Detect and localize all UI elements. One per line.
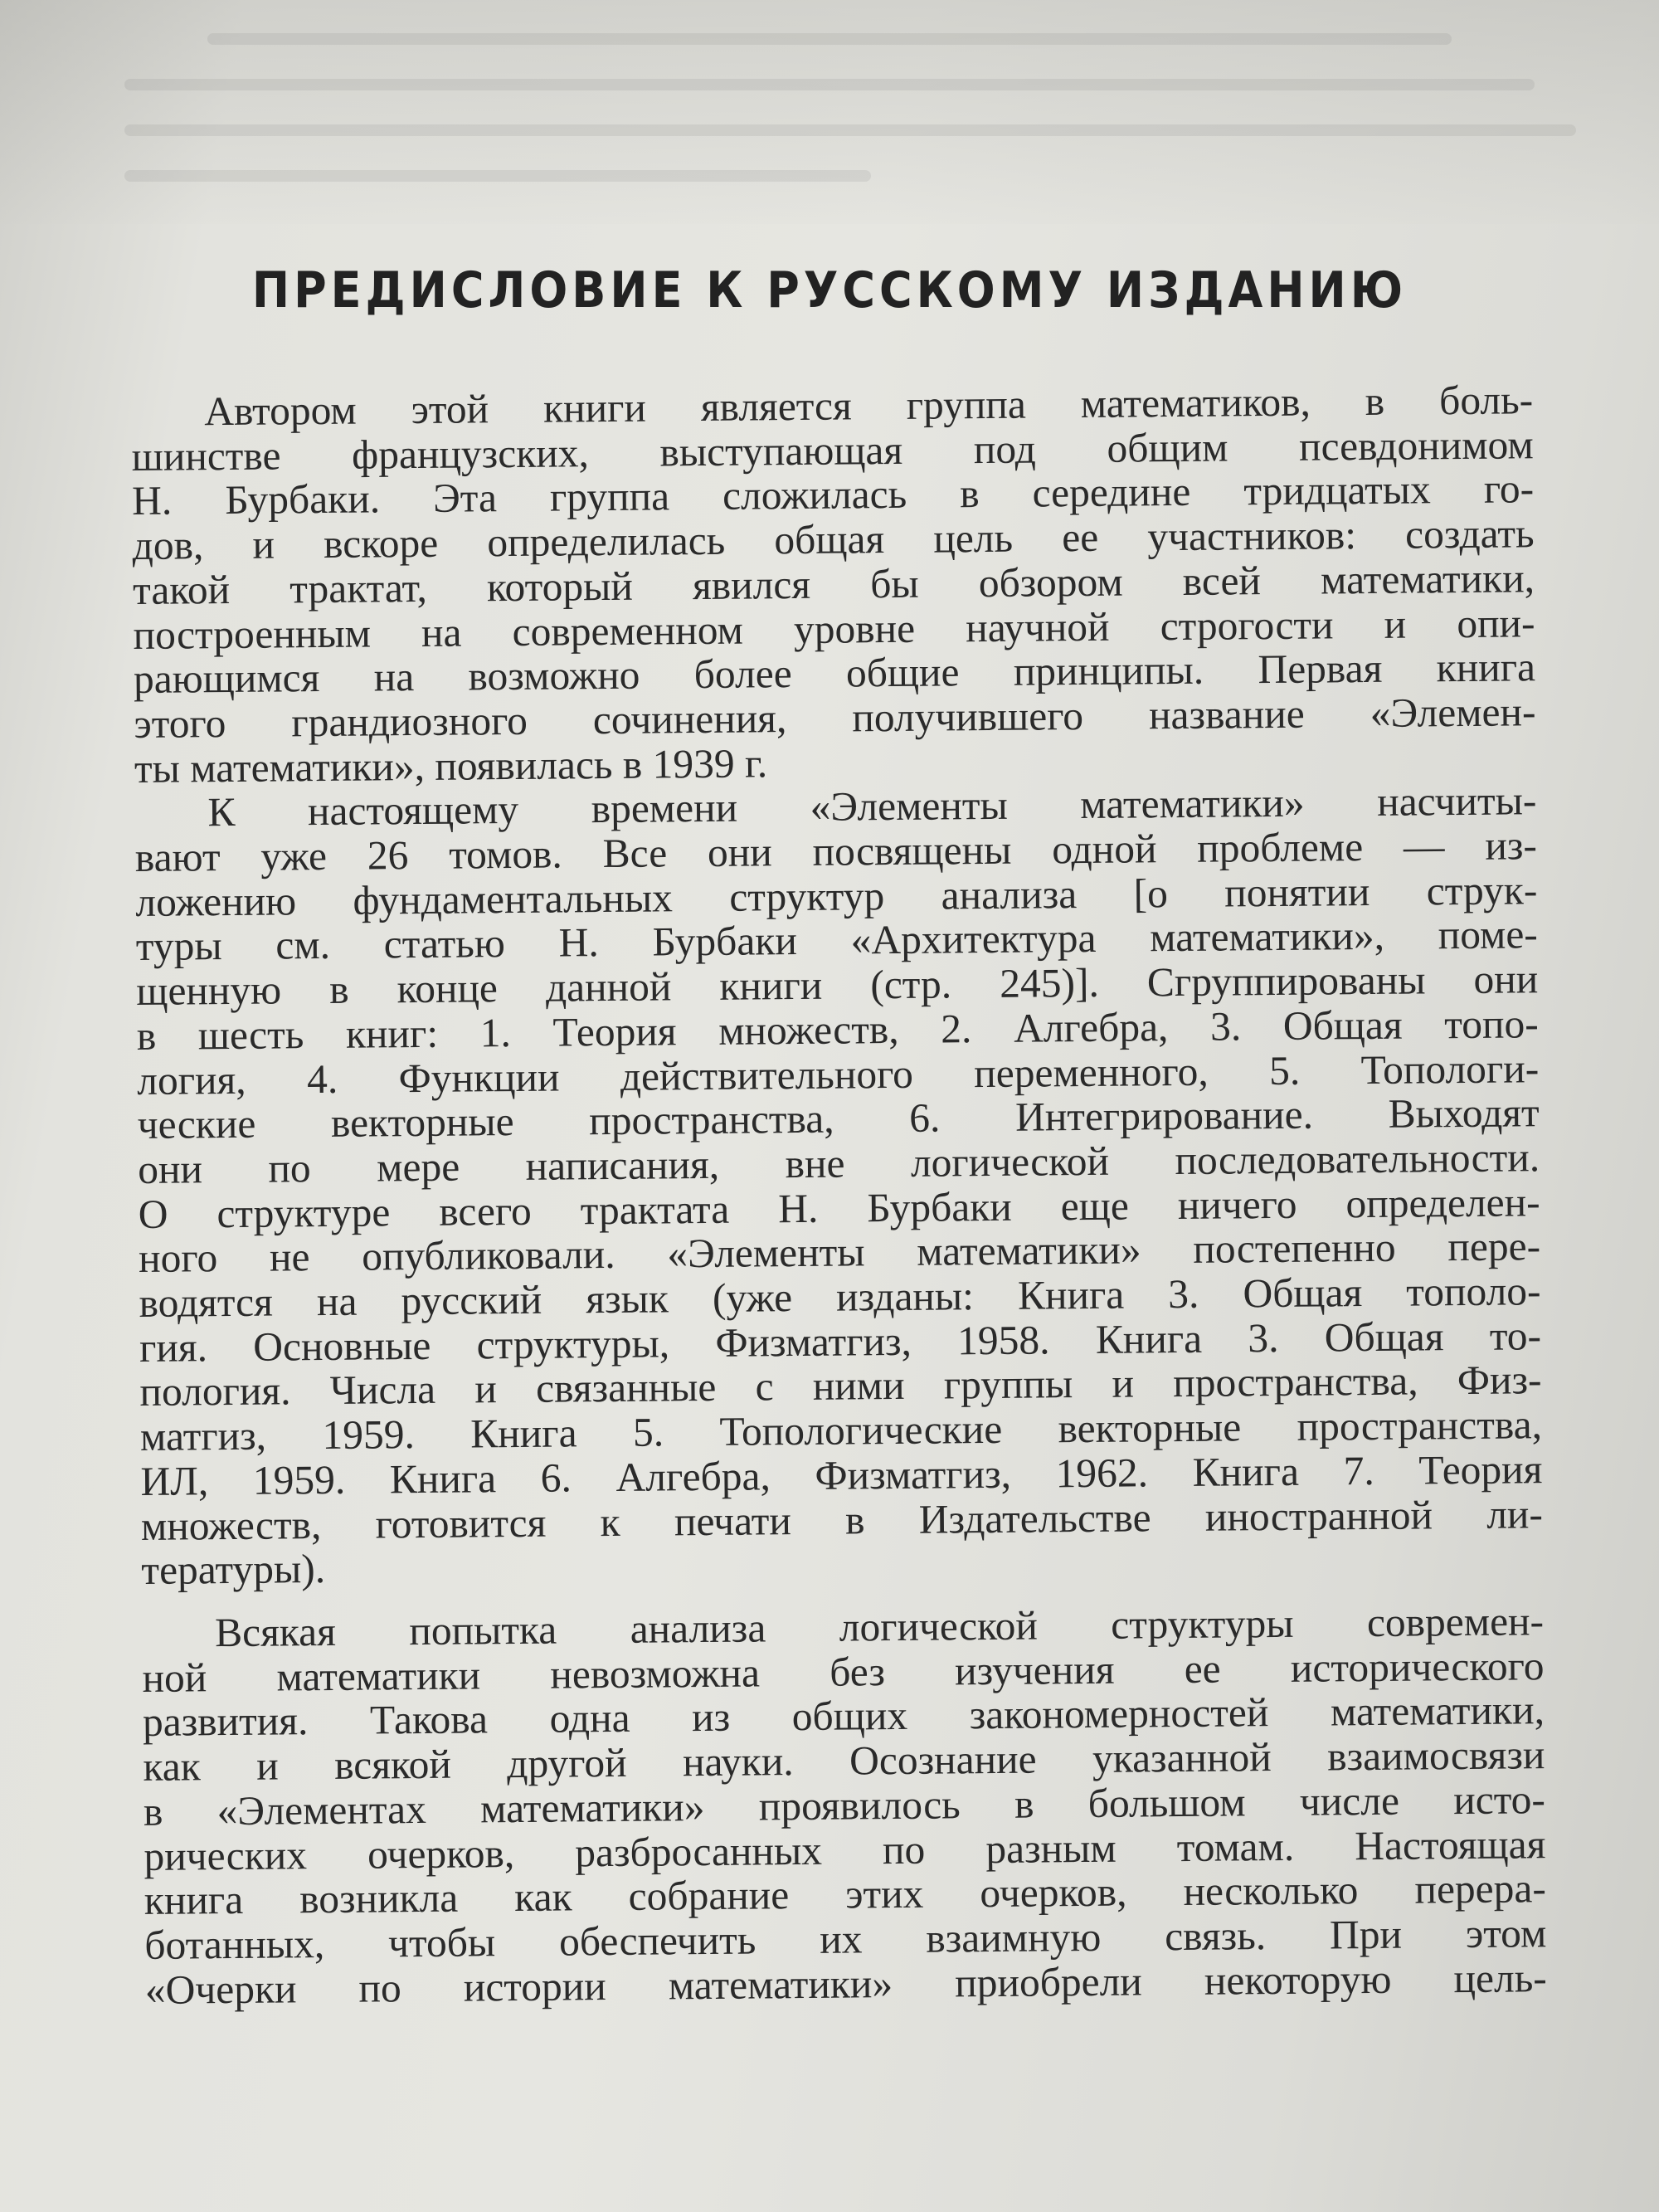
text-line: книга возникла как собрание этих очерков, несколько перера-: [144, 1865, 1547, 1924]
text-line: Автором этой книги является группа математиков, в боль-: [203, 377, 1534, 435]
text-line: К настоящему времени «Элементы математики» насчиты-: [207, 777, 1537, 836]
text-line: О структуре всего трактата Н. Бурбаки еще ничего определен-: [138, 1178, 1540, 1237]
paragraph-2: [134, 779, 1543, 1593]
text-line: развития. Такова одна из общих закономерностей математики,: [142, 1687, 1545, 1746]
text-line: Н. Бурбаки. Эта группа сложилась в середине тридцатых го-: [131, 465, 1535, 524]
text-line: этого грандиозного сочинения, получившего название «Элемен-: [134, 689, 1536, 747]
text-line: как и всякой другой науки. Осознание указанной взаимосвязи: [143, 1732, 1545, 1791]
text-line: туры см. статью Н. Бурбаки «Архитектура математики», поме-: [135, 911, 1539, 970]
text-line: водятся на русский язык (уже изданы: Книга 3. Общая тополо-: [139, 1268, 1541, 1327]
text-line: пология. Числа и связанные с ними группы и пространства, Физ-: [139, 1357, 1542, 1415]
body-text: [131, 378, 1547, 2012]
text-line: ты математики», появилась в 1939 г.: [134, 739, 768, 792]
text-line: в шесть книг: 1. Теория множеств, 2. Алгебра, 3. Общая топо-: [136, 1001, 1539, 1059]
text-line: ческие векторные пространства, 6. Интегрирование. Выходят: [137, 1089, 1540, 1148]
text-line: «Очерки по истории математики» приобрели некоторую цель-: [144, 1954, 1548, 2013]
page-title: ПРЕДИСЛОВИЕ К РУССКОМУ ИЗДАНИЮ: [251, 261, 1408, 319]
text-line: Всякая попытка анализа логической структуры современ-: [214, 1598, 1545, 1656]
text-line: тературы).: [141, 1546, 326, 1594]
text-line: вают уже 26 томов. Все они посвящены одной проблеме — из-: [134, 822, 1538, 881]
text-line: ного не опубликовали. «Элементы математики» постепенно пере-: [138, 1223, 1541, 1282]
text-line: ботанных, чтобы обеспечить их взаимную связь. При этом: [144, 1910, 1547, 1968]
text-line: построенным на современном уровне научной строгости и опи-: [133, 599, 1535, 658]
text-line: шинстве французских, выступающая под общим псевдонимом: [131, 421, 1534, 480]
text-line: ИЛ, 1959. Книга 6. Алгебра, Физматгиз, 1962. Книга 7. Теория: [140, 1446, 1543, 1504]
text-line: гия. Основные структуры, Физматгиз, 1958. Книга 3. Общая то-: [139, 1312, 1542, 1371]
paragraph-1: [131, 378, 1536, 791]
text-line: такой трактат, который явился бы обзором всей математики,: [132, 555, 1535, 613]
text-line: они по мере написания, вне логической последовательности.: [137, 1134, 1540, 1192]
text-line: множеств, готовится к печати в Издательстве иностранной ли-: [140, 1490, 1544, 1549]
show-through-text: [0, 0, 1659, 224]
text-line: в «Элементах математики» проявилось в большом числе исто-: [143, 1776, 1546, 1834]
text-line: дов, и вскоре определилась общая цель ее участников: создать: [132, 510, 1535, 569]
paragraph-3: [142, 1599, 1547, 2012]
text-line: щенную в конце данной книги (стр. 245)]. Сгруппированы они: [136, 956, 1539, 1015]
text-line: рических очерков, разбросанных по разным томам. Настоящая: [144, 1820, 1546, 1879]
text-line: ной математики невозможна без изучения ее исторического: [142, 1642, 1545, 1701]
text-line: логия, 4. Функции действительного переменного, 5. Топологи-: [137, 1045, 1540, 1104]
text-line: матгиз, 1959. Книга 5. Топологические векторные пространства,: [139, 1401, 1543, 1460]
text-line: ложению фундаментальных структур анализа [о понятии струк-: [135, 866, 1538, 925]
text-line: рающимся на возможно более общие принципы. Первая книга: [133, 644, 1536, 703]
